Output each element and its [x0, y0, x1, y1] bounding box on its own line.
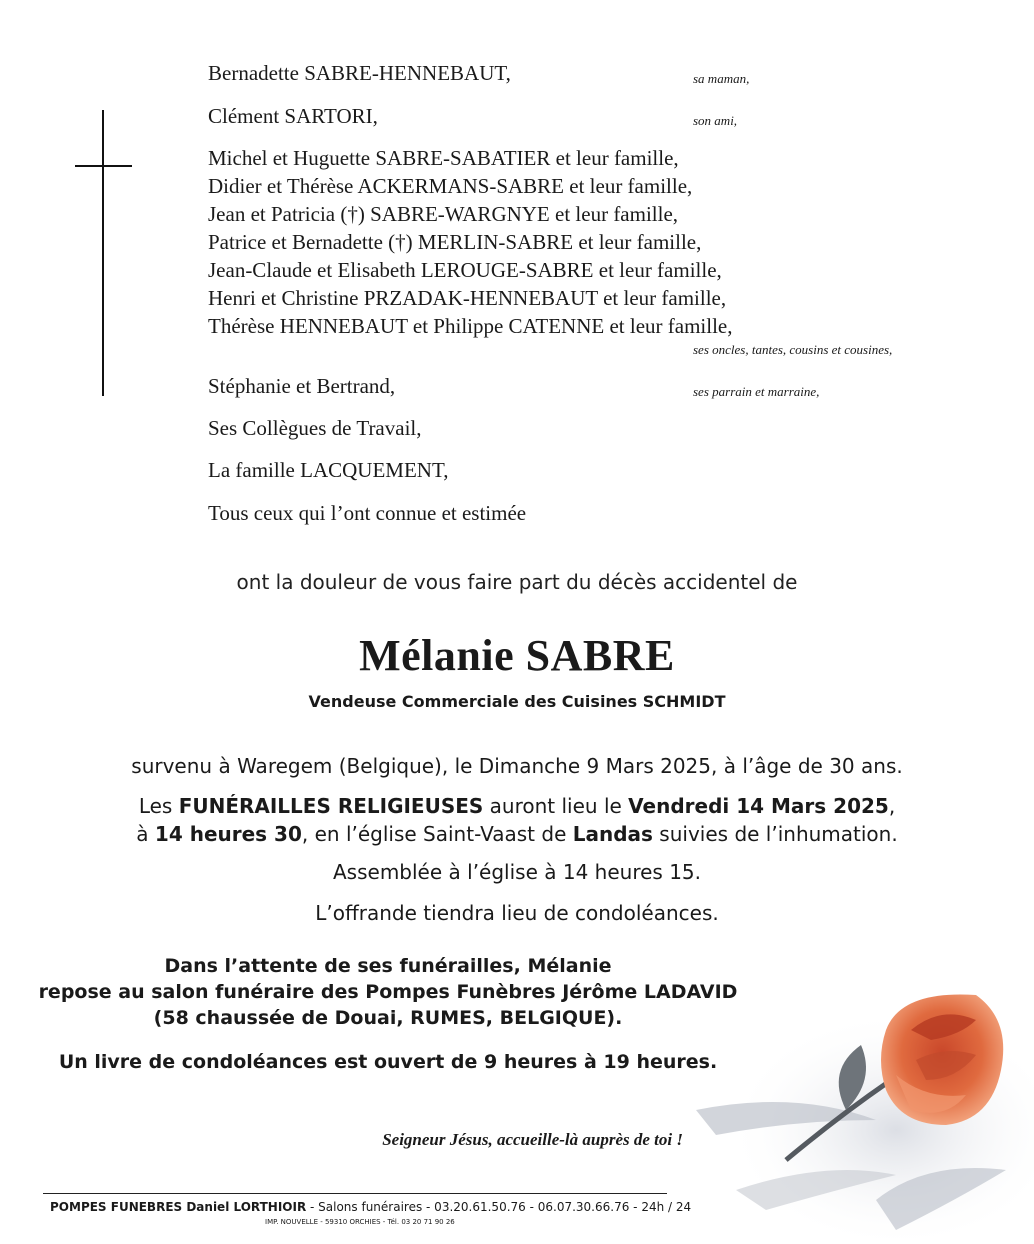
repose-line: (58 chaussée de Douai, RUMES, BELGIQUE).	[153, 1007, 623, 1029]
imprint: IMP. NOUVELLE - 59310 ORCHIES - Tél. 03 20 71 90 26	[265, 1218, 455, 1226]
repose-line: Dans l’attente de ses funérailles, Mélanie	[164, 955, 612, 977]
family-line: Bernadette SABRE-HENNEBAUT,	[208, 61, 511, 85]
deceased-name: Mélanie SABRE	[359, 631, 675, 680]
family-line: Michel et Huguette SABRE-SABATIER et leur famille,	[208, 146, 679, 170]
deceased-occupation: Vendeuse Commerciale des Cuisines SCHMIDT	[308, 692, 726, 711]
funeral-type: FUNÉRAILLES RELIGIEUSES	[178, 794, 484, 818]
cross-icon-horizontal	[75, 165, 132, 167]
family-line: Jean et Patricia (†) SABRE-WARGNYE et leur famille,	[208, 202, 679, 226]
footer-details: - Salons funéraires - 03.20.61.50.76 - 06.07.30.66.76 - 24h / 24	[306, 1200, 692, 1214]
repose-line: repose au salon funéraire des Pompes Funèbres Jérôme LADAVID	[38, 981, 738, 1003]
prayer: Seigneur Jésus, accueille-là auprès de toi !	[382, 1130, 683, 1149]
funeral-time: 14 heures 30	[154, 822, 302, 846]
funeral-line-1: Les FUNÉRAILLES RELIGIEUSES auront lieu le Vendredi 14 Mars 2025,	[138, 794, 896, 818]
death-details: survenu à Waregem (Belgique), le Dimanche 9 Mars 2025, à l’âge de 30 ans.	[131, 754, 903, 778]
family-line: La famille LACQUEMENT,	[208, 458, 449, 482]
footer	[50, 1201, 691, 1213]
cross-icon-vertical	[102, 110, 104, 396]
offering-note: L’offrande tiendra lieu de condoléances.	[315, 901, 719, 925]
funeral-company: POMPES FUNEBRES Daniel LORTHIOIR	[50, 1200, 307, 1214]
assembly-note: Assemblée à l’église à 14 heures 15.	[333, 860, 701, 884]
funeral-place: Landas	[572, 822, 653, 846]
family-line: Stéphanie et Bertrand,	[208, 374, 396, 398]
condolence-book-note: Un livre de condoléances est ouvert de 9 heures à 19 heures.	[58, 1051, 718, 1073]
family-line: Didier et Thérèse ACKERMANS-SABRE et leur famille,	[208, 174, 693, 198]
announcement-intro: ont la douleur de vous faire part du décès accidentel de	[236, 570, 798, 594]
family-line: Ses Collègues de Travail,	[208, 416, 422, 440]
footer-divider	[43, 1193, 667, 1194]
family-line: Thérèse HENNEBAUT et Philippe CATENNE et leur famille,	[208, 314, 733, 338]
family-line: Clément SARTORI,	[208, 104, 378, 128]
funeral-date: Vendredi 14 Mars 2025	[628, 794, 889, 818]
family-line: Tous ceux qui l’ont connue et estimée	[208, 501, 527, 525]
repose-note	[0, 953, 776, 1031]
relation-label: ses parrain et marraine,	[693, 384, 820, 399]
relation-label: ses oncles, tantes, cousins et cousines,	[693, 342, 893, 357]
family-line: Patrice et Bernadette (†) MERLIN-SABRE et leur famille,	[208, 230, 702, 254]
family-line: Jean-Claude et Elisabeth LEROUGE-SABRE et leur famille,	[208, 258, 722, 282]
relation-label: son ami,	[693, 113, 738, 128]
relation-label: sa maman,	[693, 71, 750, 86]
family-line: Henri et Christine PRZADAK-HENNEBAUT et leur famille,	[208, 286, 727, 310]
funeral-line-2: à 14 heures 30, en l’église Saint-Vaast de Landas suivies de l’inhumation.	[136, 822, 898, 846]
